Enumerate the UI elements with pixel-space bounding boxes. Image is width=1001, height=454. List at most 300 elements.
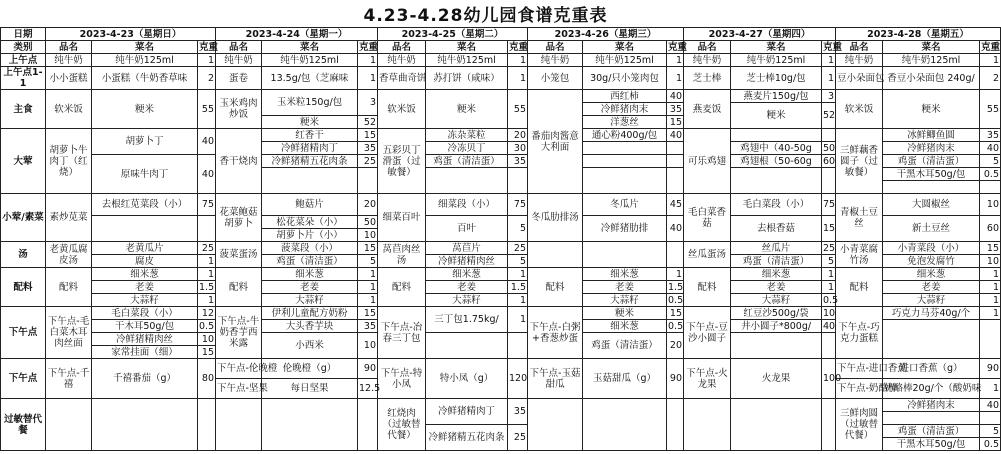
cell: 胡萝卜牛肉丁（红烧） [46, 129, 92, 194]
cell: 1 [822, 54, 836, 67]
cell: 1 [980, 281, 1001, 294]
cell: 52 [358, 116, 378, 129]
cell: 2 [198, 67, 216, 90]
cell: 伦晚橙（g） [262, 359, 358, 379]
cell: 冻杂菜粒 [426, 129, 508, 142]
table-row [1, 399, 1001, 412]
cell: 25 [508, 425, 528, 451]
cell [528, 242, 583, 268]
cell: 鸡翅中（40-50g [731, 142, 822, 155]
cell: 三鲜藕香圆子（过敏餐） [836, 129, 883, 194]
cell [92, 216, 198, 242]
cell: 干黑木耳50g/包 [883, 438, 980, 451]
cell: 香草曲奇饼 [378, 67, 426, 90]
cell: 大蒜籽 [262, 294, 358, 307]
cell: 大蒜籽 [583, 294, 667, 307]
table-row [1, 242, 1001, 255]
cell: 冷鲜猪肉末 [883, 399, 980, 412]
cell [883, 412, 980, 425]
cell: 奶酪棒20g/个（酸奶味 [883, 379, 980, 399]
cell: 粳米 [426, 90, 508, 129]
cell [528, 399, 583, 451]
cell [583, 168, 667, 194]
cell: 玉米鸡肉炒饭 [216, 90, 262, 129]
day-header: 2023-4-28（星期五） [836, 28, 1001, 41]
cell [731, 333, 822, 359]
cell: 家常挂面（细） [92, 346, 198, 359]
cell: 香干烧肉 [216, 129, 262, 194]
cell [883, 181, 980, 194]
cell [822, 129, 836, 142]
cell: 1 [980, 268, 1001, 281]
cell: 细米葱 [426, 268, 508, 281]
cell: 35 [667, 103, 684, 116]
cell: 配料 [378, 268, 426, 307]
cell [822, 399, 836, 451]
cell: 细米葱 [262, 268, 358, 281]
cell: 老姜 [583, 281, 667, 294]
cell: 15 [667, 307, 684, 320]
cell [980, 320, 1001, 359]
cell: 下午点-豆沙小圆子 [684, 307, 731, 359]
cell: 干黑木耳50g/包 [883, 168, 980, 181]
cell: 45 [667, 194, 684, 216]
cell: 小青菜段（小） [883, 242, 980, 255]
category-label: 大荤 [1, 129, 46, 194]
cell: 大蒜籽 [426, 294, 508, 307]
cell: 0.5 [980, 438, 1001, 451]
cell: 纯牛奶 [46, 54, 92, 67]
cell: 老姜 [883, 281, 980, 294]
cell: 5 [508, 216, 528, 242]
cell: 下午点-特小凤 [378, 359, 426, 399]
cell: 50 [358, 216, 378, 229]
cell: 40 [980, 142, 1001, 155]
cell: 纯牛奶 [684, 54, 731, 67]
cell: 2 [980, 67, 1001, 90]
cell: 鸡蛋（清洁蛋） [883, 155, 980, 168]
cell [583, 242, 667, 268]
col-weight: 克重 [509, 41, 529, 53]
cell: 40 [980, 399, 1001, 412]
cell: 0.5 [980, 168, 1001, 181]
cell: 35 [508, 399, 528, 425]
col-product: 品名 [216, 41, 262, 54]
date-label: 日期 [1, 28, 46, 41]
cell: 1 [358, 268, 378, 281]
cell: 纯牛奶 [528, 54, 583, 67]
cell: 配料 [684, 268, 731, 307]
cell: 软米饭 [46, 90, 92, 129]
cell: 下午点-千禧 [46, 359, 92, 399]
cell: 冷鲜猪精五花肉条 [262, 155, 358, 168]
table-row [1, 90, 1001, 103]
cell: 10 [980, 194, 1001, 216]
cell: 细米葱 [883, 268, 980, 281]
cell: 75 [822, 194, 836, 216]
cell: 红烧肉（过敏替代餐） [378, 399, 426, 451]
cell: 下午点-伦晚橙 [216, 359, 262, 379]
cell: 软米饭 [378, 90, 426, 129]
cell: 井小圆子*800g/ [731, 320, 822, 333]
cell: 粳米 [883, 90, 980, 129]
cell: 冬瓜肋排汤 [528, 194, 583, 242]
cell: 下午点-白粥+香葱炒蛋 [528, 307, 583, 359]
cell: 1 [198, 294, 216, 307]
cell [667, 142, 684, 155]
col-dish: 菜名 [583, 41, 667, 54]
cell: 12.5 [358, 379, 378, 399]
cell: 大蒜籽 [883, 294, 980, 307]
cell [262, 399, 358, 451]
cell: 下午点-毛白菜木耳肉丝面 [46, 307, 92, 359]
cell: 15 [667, 116, 684, 129]
cell: 菠菜段（小） [262, 242, 358, 255]
cell: 玉米粒150g/包 [262, 90, 358, 116]
cell: 莴苣肉丝汤 [378, 242, 426, 268]
category-label: 主食 [1, 90, 46, 129]
cell: 10 [358, 229, 378, 242]
cell: 细米葱 [731, 268, 822, 281]
cell: 10 [358, 333, 378, 359]
col-product: 品名 [684, 41, 731, 54]
cell: 1 [822, 281, 836, 294]
cell: 素炒苋菜 [46, 194, 92, 242]
col-product: 品名 [528, 41, 583, 54]
cell: 55 [198, 90, 216, 129]
cell: 配料 [836, 268, 883, 307]
cell: 30 [508, 142, 528, 155]
cell [667, 242, 684, 268]
cell [198, 216, 216, 242]
col-weight: 克重 [668, 41, 688, 53]
cell: 1.5 [199, 281, 215, 293]
cell: 40 [667, 216, 684, 242]
cell: 去根香菇 [731, 216, 822, 242]
cell: 40 [667, 129, 684, 142]
cell: 芝士棒 [684, 67, 731, 90]
cell: 1 [198, 268, 216, 281]
cell: 粳米 [262, 116, 358, 129]
cell: 莴苣片 [426, 242, 508, 255]
col-weight: 克重 [199, 41, 219, 53]
cell: 千禧番茄（g） [92, 359, 198, 399]
cell: 冷鲜猪肉末 [883, 142, 980, 155]
cell: 老姜 [731, 281, 822, 294]
cell: 10 [823, 307, 836, 319]
cell: 干木耳50g/包 [92, 320, 198, 333]
cell: 40 [198, 155, 216, 194]
cell: 细米葱 [92, 268, 198, 281]
cell: 40 [823, 320, 836, 332]
category-label: 汤 [1, 242, 46, 268]
cell: 1 [667, 54, 684, 67]
cell: 冷鲜猪肋排 [583, 216, 667, 242]
cell: 下午点-玉菇甜瓜 [528, 359, 583, 399]
cell: 小小蛋糕 [46, 67, 92, 90]
cell: 细菜百叶 [378, 194, 426, 242]
col-dish: 菜名 [731, 41, 822, 54]
cell: 纯牛奶125ml [583, 54, 667, 67]
cell: 75 [508, 194, 528, 216]
cell: 小蛋糕（牛奶香草味 [92, 67, 198, 90]
cell: 小西米 [262, 333, 358, 359]
cell: 下午点-牛奶香芋西米露 [216, 307, 262, 359]
cell [46, 399, 92, 451]
cell: 15 [980, 242, 1001, 255]
cell: 每日坚果 [262, 379, 358, 399]
cell: 下午点-火龙果 [684, 359, 731, 399]
cell: 花菜鲍菇胡萝卜 [216, 194, 262, 242]
cell: 冰鲜鲫鱼圆 [883, 129, 980, 142]
day-header: 2023-4-26（星期三） [528, 28, 684, 41]
cell: 香豆小朵面包 240g/ [883, 67, 980, 90]
cell: 1.5 [668, 281, 684, 293]
cell: 去根红苋菜段（小） [92, 194, 198, 216]
cell: 毛白菜香菇 [684, 194, 731, 242]
cell: 1 [198, 54, 216, 67]
cell: 下午点-奶酪棒 [836, 379, 883, 399]
cell: 丝瓜片 [731, 242, 822, 255]
cell: 通心粉400g/包 [583, 129, 667, 142]
type-label: 类别 [1, 41, 46, 54]
cell: 下午点-冶春三丁包 [378, 307, 426, 359]
cell: 75 [198, 194, 216, 216]
cell: 鸡蛋（清洁蛋） [426, 155, 508, 168]
cell: 毛白菜段（小） [731, 194, 822, 216]
cell: 15 [358, 307, 378, 320]
table-row [1, 67, 1001, 90]
cell: 新土豆丝 [883, 216, 980, 242]
cell: 25 [198, 242, 216, 255]
cell: 红香干 [262, 129, 358, 142]
cell: 35 [358, 142, 378, 155]
table-row [1, 194, 1001, 216]
cell [583, 155, 667, 168]
cell: 冷鲜猪精肉丝 [92, 333, 198, 346]
cell: 纯牛奶125ml [262, 54, 358, 67]
cell: 35 [358, 320, 378, 333]
cell: 13.5g/包（芝麻味 [262, 67, 358, 90]
cell: 冷鲜猪肉末 [583, 103, 667, 116]
cell: 小笼包 [528, 67, 583, 90]
cell: 鲍菇片 [262, 194, 358, 216]
cell: 1 [667, 268, 684, 281]
column-header-row [1, 41, 1001, 54]
cell: 胡萝卜片（小） [262, 229, 358, 242]
cell: 10 [980, 255, 1001, 268]
col-dish: 菜名 [426, 41, 508, 54]
cell: 冷冻贝丁 [426, 142, 508, 155]
cell: 1 [358, 294, 378, 307]
cell: 35 [508, 155, 528, 168]
col-dish: 菜名 [883, 41, 980, 54]
cell [262, 168, 358, 194]
category-label: 下午点 [1, 307, 46, 359]
category-label: 上午点1-1 [1, 67, 46, 90]
category-label: 小荤/素菜 [1, 194, 46, 242]
cell: 红豆沙500g/袋 [731, 307, 822, 320]
day-header: 2023-4-27（星期四） [684, 28, 836, 41]
cell: 菠菜蛋汤 [216, 242, 262, 268]
cell [92, 399, 198, 451]
cell: 55 [508, 90, 528, 129]
cell: 下午点-坚果 [216, 379, 262, 399]
cell [426, 333, 508, 359]
cell [980, 412, 1001, 425]
cell [731, 129, 822, 142]
cell: 三鲜肉圆（过敏替代餐） [836, 399, 883, 451]
cell: 20 [358, 194, 378, 216]
cell: 120 [508, 359, 528, 399]
cell: 0.5 [668, 294, 684, 306]
cell: 进口香蕉（g） [883, 359, 980, 379]
cell: 5 [508, 255, 528, 268]
cell: 豆小朵面包 [836, 67, 883, 90]
cell: 粳米 [92, 90, 198, 129]
cell: 1 [822, 268, 836, 281]
col-product: 品名 [378, 41, 426, 54]
cell [667, 155, 684, 168]
cell: 15 [358, 129, 378, 142]
cell: 40 [198, 129, 216, 155]
cell: 5 [980, 155, 1001, 168]
cell: 15 [822, 216, 836, 242]
category-label: 过敏替代餐 [1, 399, 46, 451]
cell: 纯牛奶 [378, 54, 426, 67]
cell: 老黄瓜片 [92, 242, 198, 255]
cell: 冷鲜猪精五花肉条 [426, 425, 508, 451]
cell: 毛白菜段（小） [92, 307, 198, 320]
category-label: 配料 [1, 268, 46, 307]
cell: 胡萝卜丁 [92, 129, 198, 155]
cell: 20 [508, 129, 528, 142]
cell: 1 [667, 67, 684, 90]
cell [731, 168, 822, 194]
cell: 50 [823, 142, 836, 154]
cell: 0.5 [823, 294, 839, 306]
cell: 鸡蛋（清洁蛋） [262, 255, 358, 268]
cell: 鸡蛋（清洁蛋） [883, 425, 980, 438]
cell: 燕麦片150g/包 [731, 90, 822, 103]
cell: 鸡蛋（清洁蛋） [583, 333, 667, 359]
cell: 15 [198, 346, 216, 359]
cell [583, 399, 667, 451]
cell: 纯牛奶125ml [92, 54, 198, 67]
cell: 25 [508, 242, 528, 255]
cell: 粳米 [731, 103, 822, 129]
cell: 腐皮 [92, 255, 198, 268]
table-row [1, 307, 1001, 320]
cell: 青椒土豆丝 [836, 194, 883, 242]
col-product: 品名 [46, 41, 92, 54]
cell [684, 399, 731, 451]
cell: 纯牛奶125ml [426, 54, 508, 67]
cell [822, 333, 836, 359]
cell: 1 [358, 54, 378, 67]
cell: 1 [508, 268, 528, 281]
cell: 百叶 [426, 216, 508, 242]
cell: 40 [667, 90, 684, 103]
cell: 苏打饼（咸味） [426, 67, 508, 90]
cell: 三丁包1.75kg/ [426, 307, 508, 333]
cell: 松花菜朵（小） [262, 216, 358, 229]
cell: 80 [198, 359, 216, 399]
col-dish: 菜名 [92, 41, 198, 54]
cell: 玉菇甜瓜（g） [583, 359, 667, 399]
cell: 细米葱 [583, 268, 667, 281]
cell [508, 333, 528, 359]
cell: 冷鲜猪精肉丁 [262, 142, 358, 155]
cell: 冬瓜片 [583, 194, 667, 216]
cell: 60 [980, 216, 1001, 242]
cell: 下午点-巧克力蛋糕 [836, 307, 883, 359]
cell [667, 168, 684, 194]
table-row [1, 268, 1001, 281]
cell: 老姜 [262, 281, 358, 294]
cell: 30g/只小笼肉包 [583, 67, 667, 90]
cell: 粳米 [583, 307, 667, 320]
cell: 1 [980, 54, 1001, 67]
cell: 番茄肉酱意大利面 [528, 90, 583, 194]
page-title: 4.23-4.28幼儿园食谱克重表 [363, 6, 608, 26]
cell: 大蒜籽 [92, 294, 198, 307]
cell: 0.5 [668, 320, 684, 332]
recipe-table [0, 27, 1001, 451]
cell: 1 [980, 294, 1001, 307]
cell: 52 [822, 103, 836, 129]
cell: 90 [980, 359, 1001, 379]
col-weight: 克重 [981, 41, 1001, 53]
cell: 15 [358, 242, 378, 255]
cell: 配料 [216, 268, 262, 307]
col-product: 品名 [836, 41, 883, 54]
cell [508, 168, 528, 194]
cell [822, 168, 836, 194]
cell: 细菜段（小） [426, 194, 508, 216]
cell: 小青菜腐竹汤 [836, 242, 883, 268]
cell: 1 [198, 255, 216, 268]
cell: 原味牛肉丁 [92, 155, 198, 194]
table-row [1, 54, 1001, 67]
cell: 软米饭 [836, 90, 883, 129]
cell: 1 [508, 54, 528, 67]
cell: 20 [667, 333, 684, 359]
cell: 12 [198, 307, 216, 320]
cell: 1 [508, 294, 528, 307]
day-header: 2023-4-25（星期二） [378, 28, 528, 41]
cell: 老姜 [92, 281, 198, 294]
cell: 35 [980, 129, 1001, 142]
col-dish: 菜名 [262, 41, 358, 54]
cell: 1 [358, 281, 378, 294]
cell: 鸡翅根（50-60g [731, 155, 822, 168]
cell: 纯牛奶 [216, 54, 262, 67]
cell: 3 [358, 90, 378, 116]
cell: 配料 [46, 268, 92, 307]
col-weight: 克重 [359, 41, 379, 53]
cell: 西红柿 [583, 90, 667, 103]
cell [980, 181, 1001, 194]
cell: 5 [822, 255, 836, 268]
cell: 燕麦饭 [684, 90, 731, 129]
cell: 纯牛奶125ml [883, 54, 980, 67]
cell [667, 399, 684, 451]
day-header: 2023-4-23（星期日） [46, 28, 216, 41]
cell: 特小凤（g） [426, 359, 508, 399]
cell: 1 [508, 67, 528, 90]
cell: 1 [508, 307, 528, 333]
